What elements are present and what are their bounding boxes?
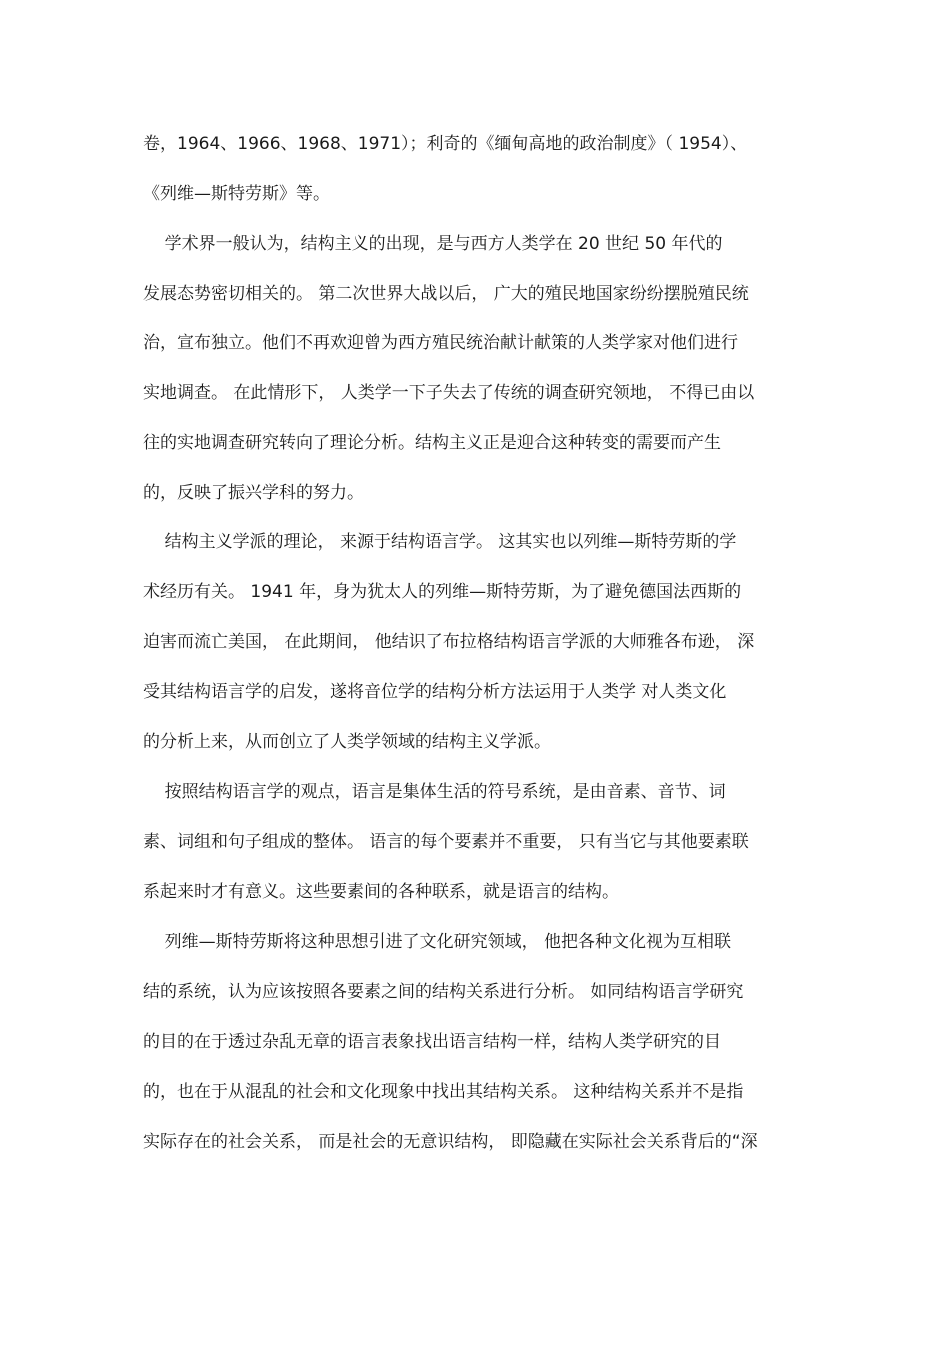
text-line: 列维—斯特劳斯将这种思想引进了文化研究领域， 他把各种文化视为互相联	[143, 932, 732, 952]
text-line: 学术界一般认为，结构主义的出现，是与西方人类学在 20 世纪 50 年代的	[143, 234, 723, 254]
text-line: 按照结构语言学的观点，语言是集体生活的符号系统，是由音素、音节、词	[143, 782, 726, 802]
text-line: 的目的在于透过杂乱无章的语言表象找出语言结构一样，结构人类学研究的目	[143, 1032, 721, 1052]
text-line: 的，反映了振兴学科的努力。	[143, 483, 364, 503]
text-line: 术经历有关。 1941 年，身为犹太人的列维—斯特劳斯，为了避免德国法西斯的	[143, 582, 742, 602]
text-line: 发展态势密切相关的。 第二次世界大战以后， 广大的殖民地国家纷纷摆脱殖民统	[143, 284, 749, 304]
text-line: 迫害而流亡美国， 在此期间， 他结识了布拉格结构语言学派的大师雅各布逊， 深	[143, 632, 755, 652]
text-line: 结的系统，认为应该按照各要素之间的结构关系进行分析。 如同结构语言学研究	[143, 982, 744, 1002]
text-line: 往的实地调查研究转向了理论分析。结构主义正是迎合这种转变的需要而产生	[143, 433, 721, 453]
text-line: 的分析上来，从而创立了人类学领域的结构主义学派。	[143, 732, 551, 752]
text-line: 系起来时才有意义。这些要素间的各种联系，就是语言的结构。	[143, 882, 619, 902]
text-line: 素、词组和句子组成的整体。 语言的每个要素并不重要， 只有当它与其他要素联	[143, 832, 749, 852]
text-line: 卷，1964、1966、1968、1971）；利奇的《缅甸高地的政治制度》（ 1954）、	[143, 134, 748, 154]
text-line: 实地调查。 在此情形下， 人类学一下子失去了传统的调查研究领地， 不得已由以	[143, 383, 755, 403]
text-line: 结构主义学派的理论， 来源于结构语言学。 这其实也以列维—斯特劳斯的学	[143, 532, 737, 552]
text-line: 《列维—斯特劳斯》等。	[143, 184, 330, 204]
text-line: 治，宣布独立。他们不再欢迎曾为西方殖民统治献计献策的人类学家对他们进行	[143, 333, 738, 353]
text-line: 的，也在于从混乱的社会和文化现象中找出其结构关系。 这种结构关系并不是指	[143, 1082, 744, 1102]
text-line: 受其结构语言学的启发，遂将音位学的结构分析方法运用于人类学 对人类文化	[143, 682, 727, 702]
text-line: 实际存在的社会关系， 而是社会的无意识结构， 即隐藏在实际社会关系背后的“深	[143, 1132, 758, 1152]
